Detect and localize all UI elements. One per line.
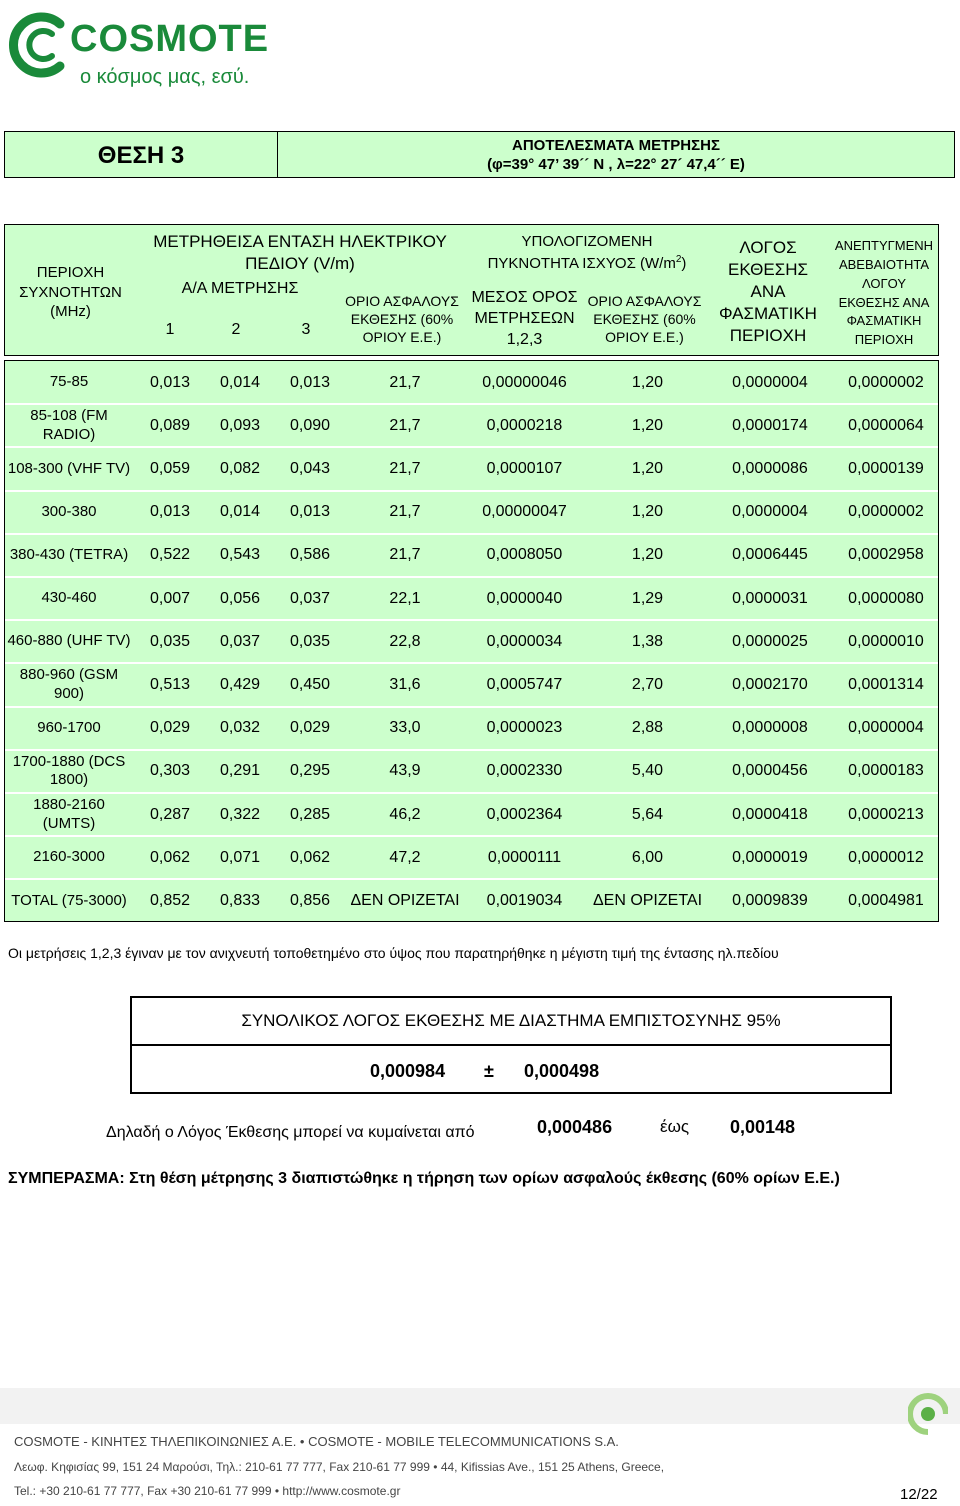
cell-v3: 0,285 <box>289 805 331 823</box>
cell-lim: 21,7 <box>389 373 421 391</box>
header-region: ΠΕΡΙΟΧΗ ΣΥΧΝΟΤΗΤΩΝ (MHz) <box>19 264 122 320</box>
header-power-density-sup: 2 <box>675 253 682 265</box>
results-title: ΑΠΟΤΕΛΕΣΜΑΤΑ ΜΕΤΡΗΣΗΣ <box>512 137 720 154</box>
cell-mean: 0,0008050 <box>486 546 563 564</box>
cell-v3: 0,856 <box>289 891 331 909</box>
cell-lim: 21,7 <box>389 503 421 521</box>
cell-plim: 1,20 <box>631 416 664 434</box>
measurement-note: Οι μετρήσεις 1,2,3 έγιναν με τον ανιχνευτή τοποθετημένο στο ύψος που παρατηρήθηκε η μέγιστη τιμή της έντασης ηλ.πεδίου <box>8 945 779 961</box>
cell-mean: 0,0005747 <box>486 675 563 693</box>
cell-plim: 1,20 <box>631 503 664 521</box>
cell-lim: 46,2 <box>389 805 421 823</box>
cell-lim: ΔΕΝ ΟΡΙΖΕΤΑΙ <box>350 891 460 909</box>
header-power-density-unit: ΠΥΚΝΟΤΗΤΑ ΙΣΧΥΟΣ (W/m <box>487 254 676 272</box>
row-divider <box>5 446 938 448</box>
range-high: 0,00148 <box>730 1117 796 1137</box>
cell-ratio: 0,0000174 <box>732 416 808 434</box>
cell-v3: 0,450 <box>289 675 331 693</box>
cell-v2: 0,082 <box>219 459 261 477</box>
cell-v2: 0,093 <box>219 416 261 434</box>
cell-unc: 0,0000080 <box>848 589 924 607</box>
cell-unc: 0,0000139 <box>848 459 924 477</box>
cell-mean: 0,00000047 <box>482 503 567 521</box>
row-divider <box>5 878 938 880</box>
cell-v1: 0,287 <box>149 805 191 823</box>
cell-unc: 0,0000002 <box>848 373 924 391</box>
cell-band: 380-430 (TETRA) <box>9 546 129 564</box>
cell-lim: 22,8 <box>389 632 421 650</box>
cell-unc: 0,0004981 <box>848 891 924 909</box>
row-divider <box>5 576 938 578</box>
cell-band: 880-960 (GSM 900) <box>19 666 119 702</box>
cell-ratio: 0,0000086 <box>732 459 808 477</box>
cell-mean: 0,0000218 <box>486 416 563 434</box>
cell-band: 108-300 (VHF TV) <box>7 459 131 477</box>
cell-band: 430-460 <box>41 589 97 607</box>
page-number: 12/22 <box>900 1486 938 1503</box>
cell-v2: 0,037 <box>219 632 261 650</box>
summary-uncertainty: 0,000498 <box>524 1061 600 1081</box>
footer <box>0 1388 960 1506</box>
cell-mean: 0,0002364 <box>486 805 563 823</box>
row-divider <box>5 490 938 492</box>
brand-tagline: ο κόσμος μας, εσύ. <box>80 66 250 88</box>
cell-v3: 0,029 <box>289 719 331 737</box>
cell-v1: 0,089 <box>149 416 191 434</box>
cell-v3: 0,043 <box>289 459 331 477</box>
cell-mean: 0,0000034 <box>486 632 563 650</box>
cell-v1: 0,522 <box>149 546 191 564</box>
cell-v2: 0,322 <box>219 805 261 823</box>
cell-band: TOTAL (75-3000) <box>11 891 127 909</box>
cell-v1: 0,059 <box>149 459 191 477</box>
cosmote-signal-icon <box>908 1392 948 1436</box>
cell-ratio: 0,0000004 <box>732 373 808 391</box>
cell-v2: 0,014 <box>219 373 261 391</box>
cell-unc: 0,0000010 <box>848 632 924 650</box>
cell-plim: 5,64 <box>631 805 664 823</box>
cell-mean: 0,0019034 <box>486 891 563 909</box>
header-ratio: ΛΟΓΟΣ ΕΚΘΕΣΗΣ ΑΝΑ ΦΑΣΜΑΤΙΚΗ ΠΕΡΙΟΧΗ <box>719 238 817 346</box>
title-box <box>4 131 955 178</box>
cell-v1: 0,513 <box>149 675 191 693</box>
cell-plim: 1,38 <box>631 632 664 650</box>
summary-pm: ± <box>484 1061 494 1081</box>
footer-bar <box>0 1388 960 1424</box>
cell-ratio: 0,0000008 <box>732 719 808 737</box>
row-divider <box>5 792 938 794</box>
cell-v2: 0,833 <box>219 891 261 909</box>
cell-lim: 31,6 <box>389 675 421 693</box>
cell-mean: 0,0000040 <box>486 589 563 607</box>
summary-title: ΣΥΝΟΛΙΚΟΣ ΛΟΓΟΣ ΕΚΘΕΣΗΣ ΜΕ ΔΙΑΣΤΗΜΑ ΕΜΠΙΣΤΟΣΥΝΗΣ 95% <box>241 1011 781 1030</box>
cell-band: 1700-1880 (DCS 1800) <box>12 752 126 789</box>
cell-plim: 5,40 <box>631 762 664 780</box>
cell-unc: 0,0000012 <box>848 848 924 866</box>
cell-unc: 0,0001314 <box>848 675 924 693</box>
cell-v3: 0,013 <box>289 503 331 521</box>
cell-v2: 0,071 <box>219 848 261 866</box>
header-mean: ΜΕΣΟΣ ΟΡΟΣ ΜΕΤΡΗΣΕΩΝ 1,2,3 <box>471 289 578 348</box>
cell-v2: 0,056 <box>219 589 261 607</box>
header-power-density-close: ) <box>681 254 687 272</box>
cell-v2: 0,543 <box>219 546 261 564</box>
cell-band: 75-85 <box>49 373 89 391</box>
cell-v3: 0,295 <box>289 762 331 780</box>
cell-v1: 0,013 <box>149 373 191 391</box>
cell-plim: 2,70 <box>631 675 664 693</box>
conclusion: ΣΥΜΠΕΡΑΣΜΑ: Στη θέση μέτρησης 3 διαπιστώθηκε η τήρηση των ορίων ασφαλούς έκθεσης (60% ορίων Ε.Ε.) <box>8 1170 840 1187</box>
cell-unc: 0,0000064 <box>848 416 924 434</box>
cell-lim: 21,7 <box>389 546 421 564</box>
range-text: Δηλαδή ο Λόγος Έκθεσης μπορεί να κυμαίνεται από <box>106 1124 475 1141</box>
cell-ratio: 0,0000004 <box>732 503 808 521</box>
table-header <box>4 224 939 356</box>
cell-v1: 0,062 <box>149 848 191 866</box>
cell-v2: 0,291 <box>219 762 261 780</box>
results-coordinates: (φ=39° 47’ 39´´ N , λ=22° 27´ 47,4´´ E) <box>487 156 745 173</box>
row-divider <box>5 403 938 405</box>
cell-v1: 0,035 <box>149 632 191 650</box>
cell-v3: 0,586 <box>289 546 331 564</box>
cell-band: 85-108 (FM RADIO) <box>30 407 108 443</box>
cell-lim: 47,2 <box>389 848 421 866</box>
cell-band: 300-380 <box>41 502 97 520</box>
cell-band: 1880-2160 (UMTS) <box>33 795 105 832</box>
cell-ratio: 0,0000019 <box>732 848 808 866</box>
cell-v1: 0,013 <box>149 503 191 521</box>
cell-band: 2160-3000 <box>33 848 105 866</box>
cell-unc: 0,0000004 <box>848 719 924 737</box>
cell-plim: 1,20 <box>631 546 664 564</box>
cell-plim: 1,20 <box>631 459 664 477</box>
cell-unc: 0,0000002 <box>848 503 924 521</box>
row-divider <box>5 706 938 708</box>
header-power-density-line1: ΥΠΟΛΟΓΙΖΟΜΕΝΗ <box>521 233 653 250</box>
cell-v1: 0,303 <box>149 762 191 780</box>
footer-contact: Tel.: +30 210-61 77 777, Fax +30 210-61 77 999 • http://www.cosmote.gr <box>14 1484 401 1498</box>
header-m3: 3 <box>301 321 311 338</box>
header-m2: 2 <box>231 321 241 338</box>
cell-v3: 0,037 <box>289 589 331 607</box>
footer-company: COSMOTE - ΚΙΝΗΤΕΣ ΤΗΛΕΠΙΚΟΙΝΩΝΙΕΣ Α.Ε. • COSMOTE - MOBILE TELECOMMUNICATIONS S.A. <box>14 1434 619 1449</box>
cell-plim: 1,29 <box>631 589 664 607</box>
cell-mean: 0,00000046 <box>482 373 567 391</box>
cell-unc: 0,0002958 <box>848 546 924 564</box>
cell-plim: ΔΕΝ ΟΡΙΖΕΤΑΙ <box>592 891 703 909</box>
cell-v3: 0,062 <box>289 848 331 866</box>
row-divider <box>5 619 938 621</box>
cell-band: 460-880 (UHF TV) <box>7 632 131 650</box>
row-divider <box>5 662 938 664</box>
cell-ratio: 0,0000025 <box>732 632 808 650</box>
cell-ratio: 0,0009839 <box>732 891 808 909</box>
cell-mean: 0,0000023 <box>486 719 563 737</box>
header-limit-power: ΟΡΙΟ ΑΣΦΑΛΟΥΣ ΕΚΘΕΣΗΣ (60% ΟΡΙΟΥ Ε.Ε.) <box>587 293 702 346</box>
cell-v2: 0,429 <box>219 675 261 693</box>
cell-v1: 0,029 <box>149 719 191 737</box>
cell-v2: 0,032 <box>219 719 261 737</box>
cell-lim: 33,0 <box>389 719 421 737</box>
cell-v1: 0,007 <box>149 589 191 607</box>
row-divider <box>5 533 938 535</box>
position-title: ΘΕΣΗ 3 <box>97 142 185 169</box>
brand-name: COSMOTE <box>70 18 270 60</box>
cell-plim: 6,00 <box>631 848 664 866</box>
cell-unc: 0,0000183 <box>848 762 924 780</box>
header-limit-field: ΟΡΙΟ ΑΣΦΑΛΟΥΣ ΕΚΘΕΣΗΣ (60% ΟΡΙΟΥ Ε.Ε.) <box>345 293 459 346</box>
header-uncertainty: ΑΝΕΠΤΥΓΜΕΝΗ ΑΒΕΒΑΙΟΤΗΤΑ ΛΟΓΟΥ ΕΚΘΕΣΗΣ ΑΝΑ ΦΑΣΜΑΤΙΚΗ ΠΕΡΙΟΧΗ <box>834 238 934 348</box>
cell-lim: 21,7 <box>389 416 421 434</box>
cell-v1: 0,852 <box>149 891 191 909</box>
cosmote-logo <box>8 6 270 96</box>
row-divider <box>5 835 938 837</box>
cosmote-c-icon <box>8 10 78 80</box>
cell-mean: 0,0002330 <box>486 762 563 780</box>
header-m1: 1 <box>165 321 175 338</box>
summary-box <box>130 996 892 1094</box>
cell-ratio: 0,0006445 <box>732 546 808 564</box>
cell-ratio: 0,0002170 <box>732 675 808 693</box>
data-table <box>4 360 939 922</box>
cell-plim: 2,88 <box>631 719 664 737</box>
cell-band: 960-1700 <box>37 718 101 736</box>
range-low: 0,000486 <box>537 1117 613 1137</box>
header-measurement-no: Α/Α ΜΕΤΡΗΣΗΣ <box>181 280 299 297</box>
cell-unc: 0,0000213 <box>848 805 924 823</box>
footer-address: Λεωφ. Κηφισίας 99, 151 24 Μαρούσι, Τηλ.: 210-61 77 777, Fax 210-61 77 999 • 44, Kifissias Ave., 151 25 Athens, Greece, <box>14 1460 665 1474</box>
cell-v2: 0,014 <box>219 503 261 521</box>
cell-ratio: 0,0000456 <box>732 762 808 780</box>
cell-ratio: 0,0000418 <box>732 805 808 823</box>
cell-v3: 0,035 <box>289 632 331 650</box>
header-measured-field: ΜΕΤΡΗΘΕΙΣΑ ΕΝΤΑΣΗ ΗΛΕΚΤΡΙΚΟΥ ΠΕΔΙΟΥ (V/m) <box>153 232 447 274</box>
header-power-density-line2 <box>467 253 707 275</box>
row-divider <box>5 749 938 751</box>
cell-plim: 1,20 <box>631 373 664 391</box>
cell-lim: 21,7 <box>389 459 421 477</box>
cell-ratio: 0,0000031 <box>732 589 808 607</box>
cell-v3: 0,013 <box>289 373 331 391</box>
cell-mean: 0,0000111 <box>487 848 562 866</box>
range-to: έως <box>660 1117 690 1136</box>
summary-value: 0,000984 <box>370 1061 446 1081</box>
cell-v3: 0,090 <box>289 416 331 434</box>
header-power-density <box>467 231 707 275</box>
cell-mean: 0,0000107 <box>486 459 563 477</box>
cell-lim: 22,1 <box>389 589 421 607</box>
cell-lim: 43,9 <box>389 762 421 780</box>
